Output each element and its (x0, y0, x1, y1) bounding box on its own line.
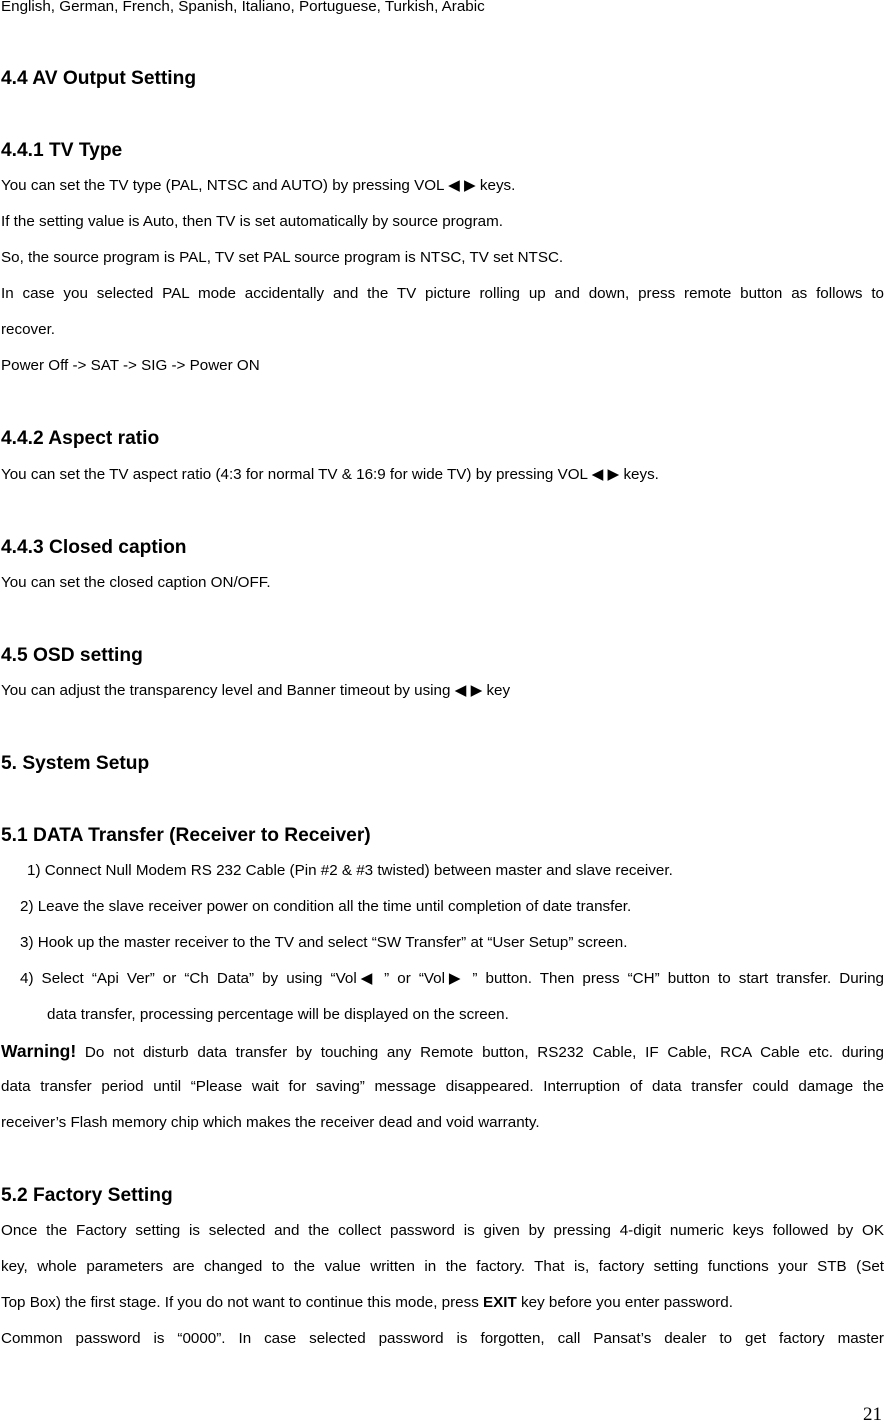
tvtype-line-5: recover. (1, 321, 56, 338)
heading-4-4-3: 4.4.3 Closed caption (1, 537, 187, 558)
heading-5-2: 5.2 Factory Setting (1, 1185, 173, 1206)
heading-5-1: 5.1 DATA Transfer (Receiver to Receiver) (1, 825, 371, 846)
aspect-line-1: You can set the TV aspect ratio (4:3 for normal TV & 16:9 for wide TV) by pressing VOL ◀ ▶ keys. (1, 466, 659, 483)
factory-line-1: Once the Factory setting is selected and the collect password is given by pressing 4-digit numeric keys followed by OK (1, 1222, 884, 1239)
heading-4-4-2: 4.4.2 Aspect ratio (1, 428, 160, 449)
heading-4-5: 4.5 OSD setting (1, 645, 143, 666)
tvtype-line-4: In case you selected PAL mode accidentally and the TV picture rolling up and down, press remote button as follows to (1, 285, 884, 302)
transfer-step-2: 2) Leave the slave receiver power on condition all the time until completion of date transfer. (20, 898, 632, 915)
page-number: 21 (863, 1404, 882, 1425)
factory-line-3 (1, 1294, 884, 1312)
heading-5: 5. System Setup (1, 753, 150, 774)
transfer-step-3: 3) Hook up the master receiver to the TV and select “SW Transfer” at “User Setup” screen. (20, 934, 628, 951)
factory-line-3-end: key before you enter password. (516, 1294, 733, 1311)
warning-line-3: receiver’s Flash memory chip which makes the receiver dead and void warranty. (1, 1114, 540, 1131)
osd-line-1: You can adjust the transparency level and Banner timeout by using ◀ ▶ key (1, 682, 511, 699)
tvtype-line-6: Power Off -> SAT -> SIG -> Power ON (1, 357, 260, 374)
exit-key-label: EXIT (483, 1294, 517, 1311)
factory-line-3-start: Top Box) the first stage. If you do not want to continue this mode, press (1, 1294, 484, 1311)
warning-label: Warning! (1, 1041, 77, 1061)
warning-text-1: Do not disturb data transfer by touching any Remote button, RS232 Cable, IF Cable, RCA Cable etc. during (76, 1044, 884, 1061)
tvtype-line-3: So, the source program is PAL, TV set PAL source program is NTSC, TV set NTSC. (1, 249, 564, 266)
warning-line-1 (1, 1042, 884, 1062)
factory-line-2: key, whole parameters are changed to the value written in the factory. That is, factory setting functions your STB (Set (1, 1258, 884, 1275)
heading-4-4: 4.4 AV Output Setting (1, 68, 197, 89)
tvtype-line-1: You can set the TV type (PAL, NTSC and AUTO) by pressing VOL ◀ ▶ keys. (1, 177, 516, 194)
transfer-step-4b: data transfer, processing percentage will be displayed on the screen. (47, 1006, 509, 1023)
factory-line-4: Common password is “0000”. In case selected password is forgotten, call Pansat’s dealer to get factory master (1, 1330, 884, 1347)
transfer-step-1: 1) Connect Null Modem RS 232 Cable (Pin #2 & #3 twisted) between master and slave receiver. (27, 862, 673, 879)
warning-line-2: data transfer period until “Please wait for saving” message disappeared. Interruption of data transfer could damage the (1, 1078, 884, 1095)
header-languages: English, German, French, Spanish, Italiano, Portuguese, Turkish, Arabic (1, 0, 485, 15)
transfer-step-4a: 4) Select “Api Ver” or “Ch Data” by using “Vol◀ ” or “Vol▶ ” button. Then press “CH” button to start transfer. During (20, 970, 884, 987)
tvtype-line-2: If the setting value is Auto, then TV is set automatically by source program. (1, 213, 504, 230)
caption-line-1: You can set the closed caption ON/OFF. (1, 574, 271, 591)
heading-4-4-1: 4.4.1 TV Type (1, 140, 123, 161)
